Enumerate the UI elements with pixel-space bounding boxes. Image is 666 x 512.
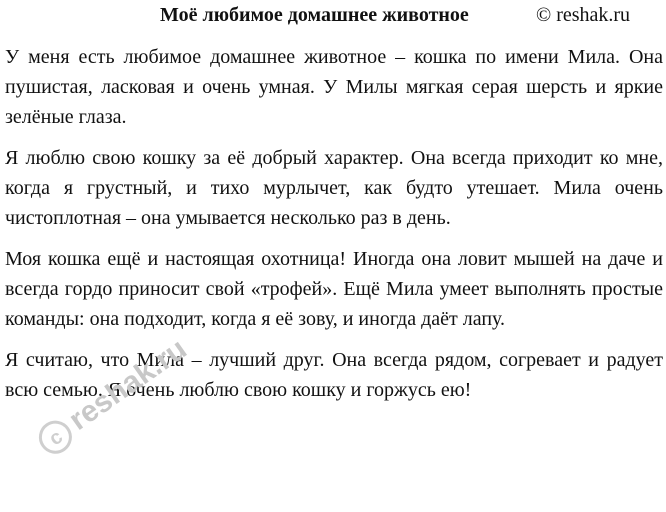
page-title: Моё любимое домашнее животное [160,4,469,26]
watermark-text: reshak.ru [63,332,193,437]
page-header [0,2,666,28]
paragraph-4: Я считаю, что Мила – лучший друг. Она всегда рядом, согревает и радует всю семью. Я очень люблю свою кошку и горжусь ею! [5,349,663,401]
watermark-circle-icon [35,416,77,458]
paragraph-2: Я люблю свою кошку за её добрый характер. Она всегда приходит ко мне, когда я грустный, и тихо мурлычет, как будто утешает. Мила очень чистоплотная – она умывается несколько раз в день. [5,147,663,229]
paragraph-3: Моя кошка ещё и настоящая охотница! Иногда она ловит мышей на даче и всегда гордо приносит свой «трофей». Ещё Мила умеет выполнять простые команды: она подходит, когда я её зову, и иногда даёт лапу. [5,248,663,330]
copyright-notice: © reshak.ru [536,4,631,26]
watermark-c-glyph: c [45,425,67,451]
essay-body [5,42,663,405]
paragraph-1: У меня есть любимое домашнее животное – кошка по имени Мила. Она пушистая, ласковая и очень умная. У Милы мягкая серая шерсть и яркие зелёные глаза. [5,46,663,128]
